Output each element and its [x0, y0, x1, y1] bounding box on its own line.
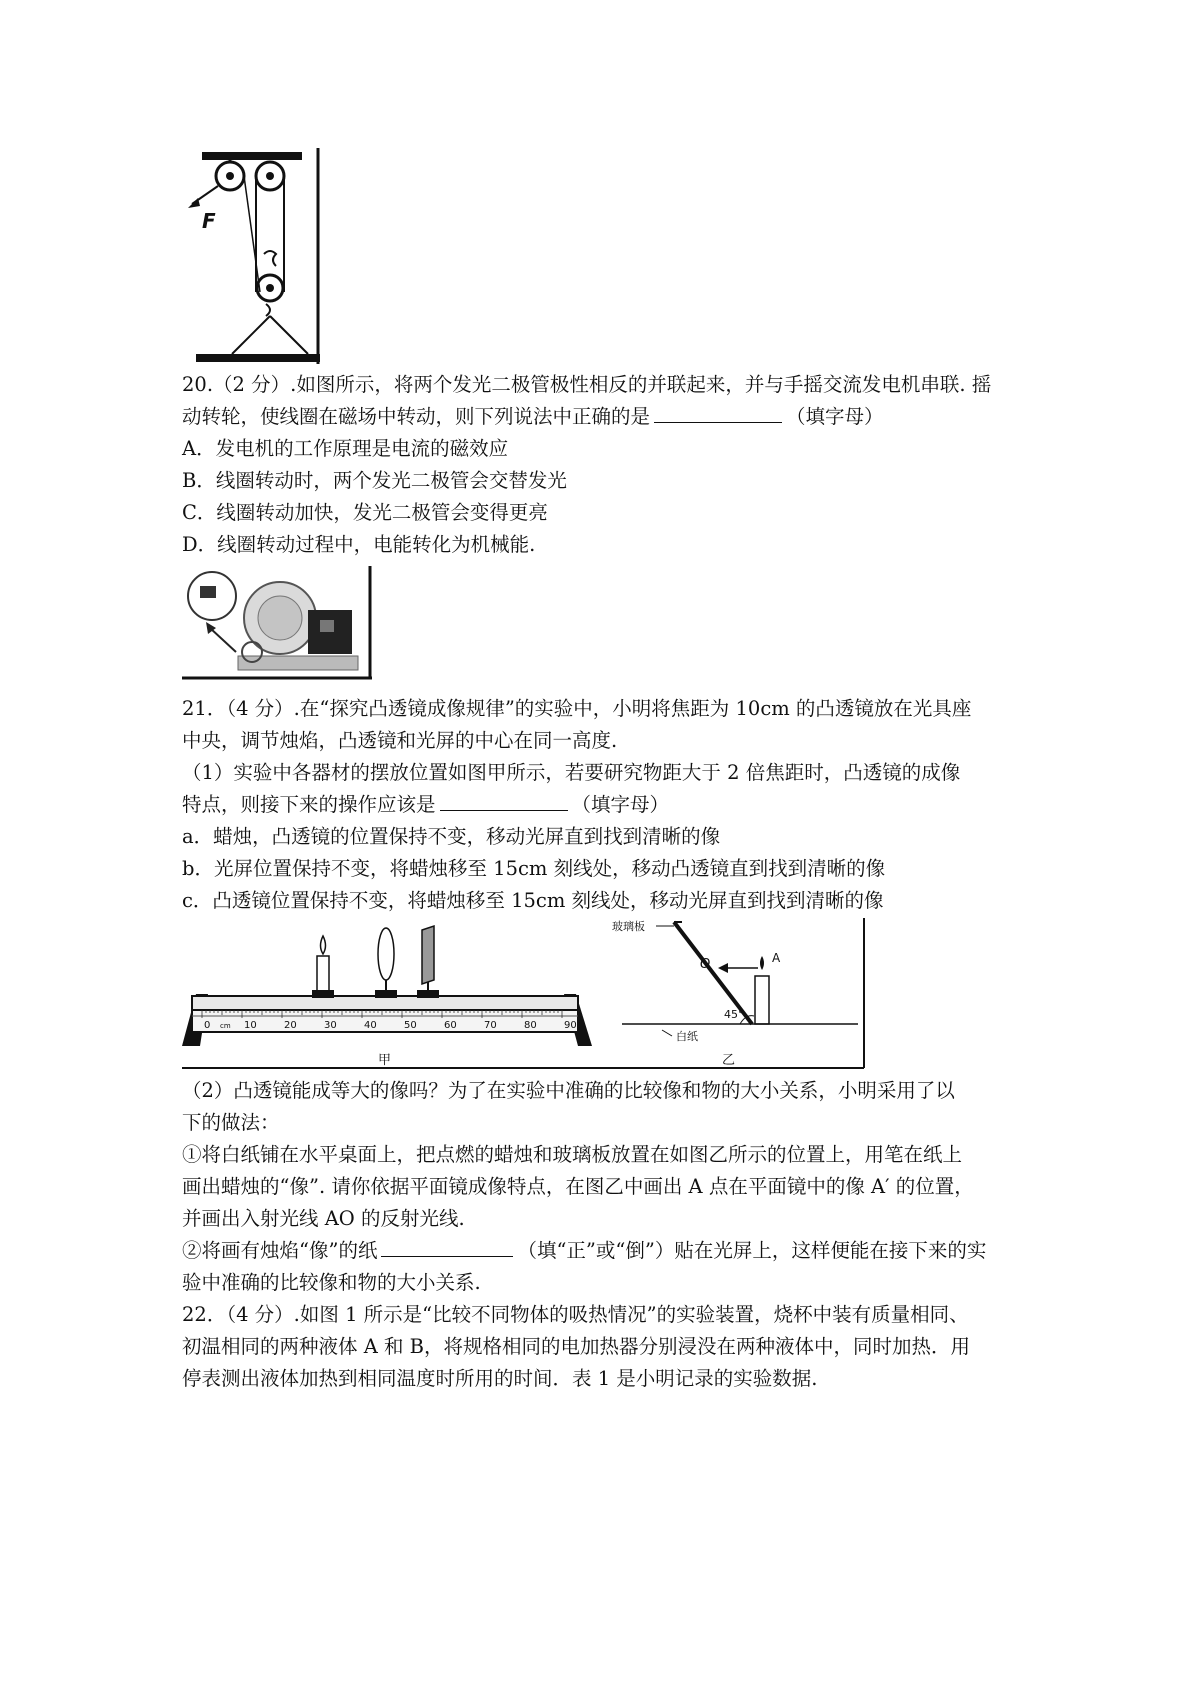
ruler-label: 10: [244, 1020, 257, 1031]
mirror-figure: [612, 919, 858, 1068]
point-o-label: O: [700, 957, 711, 972]
generator-figure: [182, 566, 372, 680]
ruler-label: 0: [204, 1020, 211, 1031]
q22-stem-line-1: 22．（4 分）.如图 1 所示是“比较不同物体的吸热情况”的实验装置，烧杯中装有质量相同、: [182, 1303, 969, 1326]
q21-step2-line-2: 验中准确的比较像和物的大小关系.: [182, 1271, 481, 1294]
ruler-label: 90: [564, 1020, 577, 1031]
q20-stem-line-2: [182, 402, 884, 432]
q21-option-c: c．凸透镜位置保持不变，将蜡烛移至 15cm 刻线处，移动光屏直到找到清晰的像: [182, 889, 884, 912]
q22-stem-line-2: 初温相同的两种液体 A 和 B，将规格相同的电加热器分别浸没在两种液体中，同时加热．用: [182, 1335, 971, 1358]
ruler-label: 50: [404, 1020, 417, 1031]
q21-part1-line-1: （1）实验中各器材的摆放位置如图甲所示，若要研究物距大于 2 倍焦距时，凸透镜的成像: [182, 761, 961, 784]
ruler-label: 60: [444, 1020, 457, 1031]
q21-stem-line-2: 中央，调节烛焰，凸透镜和光屏的中心在同一高度.: [182, 729, 618, 752]
q21-part1-line-2: [182, 790, 669, 820]
q20-option-a: A．发电机的工作原理是电流的磁效应: [182, 437, 509, 460]
convex-lens: [375, 928, 397, 998]
ruler-label: 70: [484, 1020, 497, 1031]
q21-step2-text: ②将画有烛焰“像”的纸: [182, 1239, 378, 1262]
ruler-label: 40: [364, 1020, 377, 1031]
q21-step2-answer-blank[interactable]: [381, 1238, 513, 1257]
q20-answer-blank[interactable]: [654, 404, 782, 423]
q21-part2-line-1: （2）凸透镜能成等大的像吗？为了在实验中准确的比较像和物的大小关系，小明采用了以: [182, 1079, 955, 1102]
q21-part1-text: 特点，则接下来的操作应该是: [182, 793, 436, 816]
ruler-label: 80: [524, 1020, 537, 1031]
q20-option-c: C．线圈转动加快，发光二极管会变得更亮: [182, 501, 548, 524]
q21-option-b: b．光屏位置保持不变，将蜡烛移至 15cm 刻线处，移动凸透镜直到找到清晰的像: [182, 857, 886, 880]
pulley-figure: [182, 148, 322, 366]
q21-step1-line-3: 并画出入射光线 AO 的反射光线.: [182, 1207, 465, 1230]
glass-plate-label: 玻璃板: [612, 920, 645, 933]
q20-option-d: D．线圈转动过程中，电能转化为机械能.: [182, 533, 536, 556]
figure-yi-caption: 乙: [722, 1053, 736, 1068]
ruler-label: 20: [284, 1020, 297, 1031]
white-paper-label: 白纸: [676, 1030, 698, 1043]
q20-option-b: B．线圈转动时，两个发光二极管会交替发光: [182, 469, 567, 492]
optics-figure: [182, 918, 868, 1070]
q21-step1-line-2: 画出蜡烛的“像”. 请你依据平面镜成像特点，在图乙中画出 A 点在平面镜中的像 A′ 的位置，: [182, 1175, 974, 1198]
q20-stem-line-1: 20.（2 分）.如图所示，将两个发光二极管极性相反的并联起来，并与手摇交流发电机串联. 摇: [182, 373, 992, 396]
point-a-label: A: [772, 951, 781, 965]
q22-stem-line-3: 停表测出液体加热到相同温度时所用的时间．表 1 是小明记录的实验数据.: [182, 1367, 818, 1390]
light-screen: [417, 926, 439, 998]
q21-part1-suffix: （填字母）: [571, 793, 670, 816]
q21-option-a: a．蜡烛，凸透镜的位置保持不变，移动光屏直到找到清晰的像: [182, 825, 721, 848]
q21-stem-line-1: 21．（4 分）.在“探究凸透镜成像规律”的实验中，小明将焦距为 10cm 的凸透镜放在光具座: [182, 697, 972, 720]
q21-part2-line-2: 下的做法：: [182, 1111, 280, 1134]
q21-step1-line-1: ①将白纸铺在水平桌面上，把点燃的蜡烛和玻璃板放置在如图乙所示的位置上，用笔在纸上: [182, 1143, 963, 1166]
force-label: F: [202, 209, 216, 233]
q20-stem-suffix: （填字母）: [786, 405, 884, 428]
q21-step2-line-1: [182, 1236, 986, 1266]
figure-jia-caption: 甲: [378, 1053, 392, 1068]
candle: [312, 936, 334, 998]
q21-step2-suffix: （填“正”或“倒”）贴在光屏上，这样便能在接下来的实: [517, 1239, 987, 1262]
ruler-label: 30: [324, 1020, 337, 1031]
ruler-label: cm: [220, 1022, 231, 1030]
q21-part1-answer-blank[interactable]: [440, 792, 568, 811]
q20-stem-text: 动转轮，使线圈在磁场中转动，则下列说法中正确的是: [182, 405, 651, 428]
angle-label: 45°: [724, 1008, 744, 1021]
